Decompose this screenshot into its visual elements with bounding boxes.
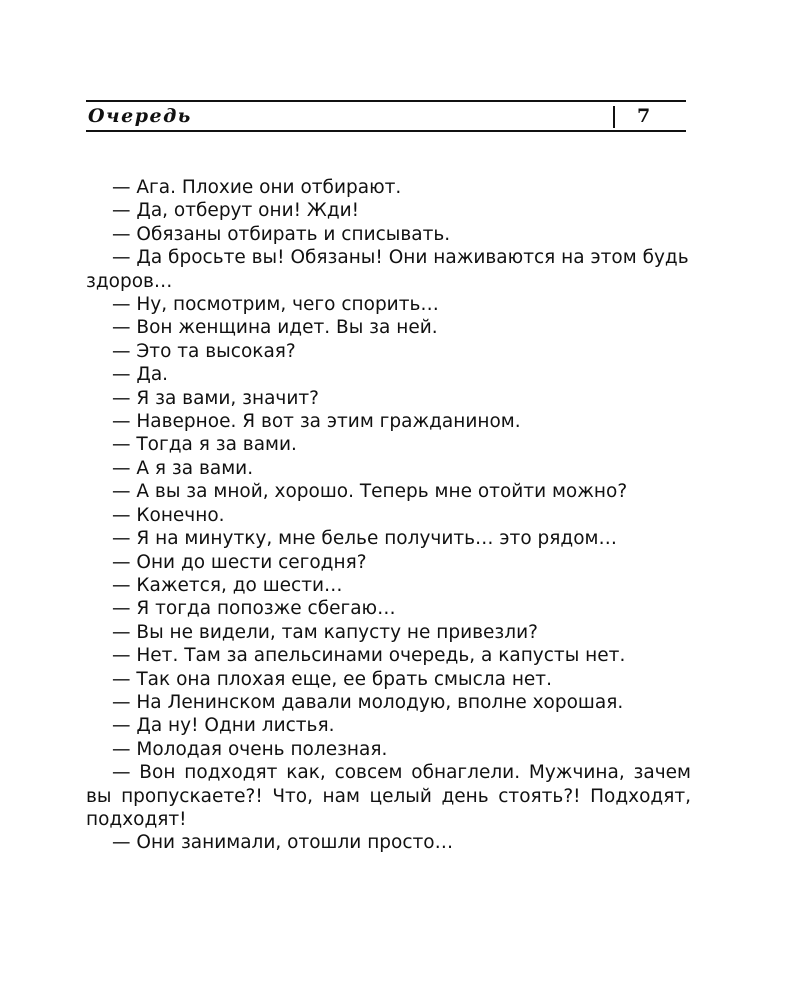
dialogue-line: — Я тогда попозже сбегаю… [112,598,396,620]
dialogue-line: — Так она плохая еще, ее брать смысла нет. [112,668,552,690]
dialogue-line: — Я на минутку, мне белье получить… это рядом… [112,528,617,550]
dialogue-line: — Да бросьте вы! Обязаны! Они наживаются на этом будь здоров… [86,247,689,292]
dialogue-line: — Наверное. Я вот за этим гражданином. [112,411,521,433]
dialogue-line: — Да, отберут они! Жди! [112,200,360,222]
dialogue-line: — Они занимали, отошли просто… [112,832,454,854]
dialogue-line: — Вон подходят как, совсем обнаглели. Мужчина, зачем вы пропускаете?! Что, нам целый день стоять?! Подходят, подходят! [86,762,691,830]
dialogue-line: — Они до шести сегодня? [112,551,367,573]
dialogue-line: — Конечно. [112,504,225,526]
dialogue-text [86,176,691,855]
dialogue-line: — Обязаны отбирать и списывать. [112,223,451,245]
dialogue-line: — Ага. Плохие они отбирают. [112,177,402,198]
running-title: Очередь [88,105,192,127]
dialogue-line: — Я за вами, значит? [112,387,319,409]
dialogue-line: — Нет. Там за апельсинами очередь, а капусты нет. [112,645,626,667]
dialogue-line: — Это та высокая? [112,340,296,362]
dialogue-line: — Вы не видели, там капусту не привезли? [112,621,538,643]
dialogue-line: — Молодая очень полезная. [112,738,388,760]
dialogue-line: — Да ну! Одни листья. [112,715,335,737]
dialogue-line: — А я за вами. [112,457,254,479]
dialogue-line: — Кажется, до шести… [112,574,343,596]
dialogue-line: — А вы за мной, хорошо. Теперь мне отойти можно? [112,481,628,503]
dialogue-line: — На Ленинском давали молодую, вполне хорошая. [112,691,624,713]
dialogue-line: — Да. [112,364,169,386]
page-number: 7 [637,105,651,127]
dialogue-line: — Вон женщина идет. Вы за ней. [112,317,438,339]
dialogue-line: — Тогда я за вами. [112,434,297,456]
running-head [86,100,686,132]
dialogue-line: — Ну, посмотрим, чего спорить… [112,294,439,316]
header-divider [613,106,615,128]
